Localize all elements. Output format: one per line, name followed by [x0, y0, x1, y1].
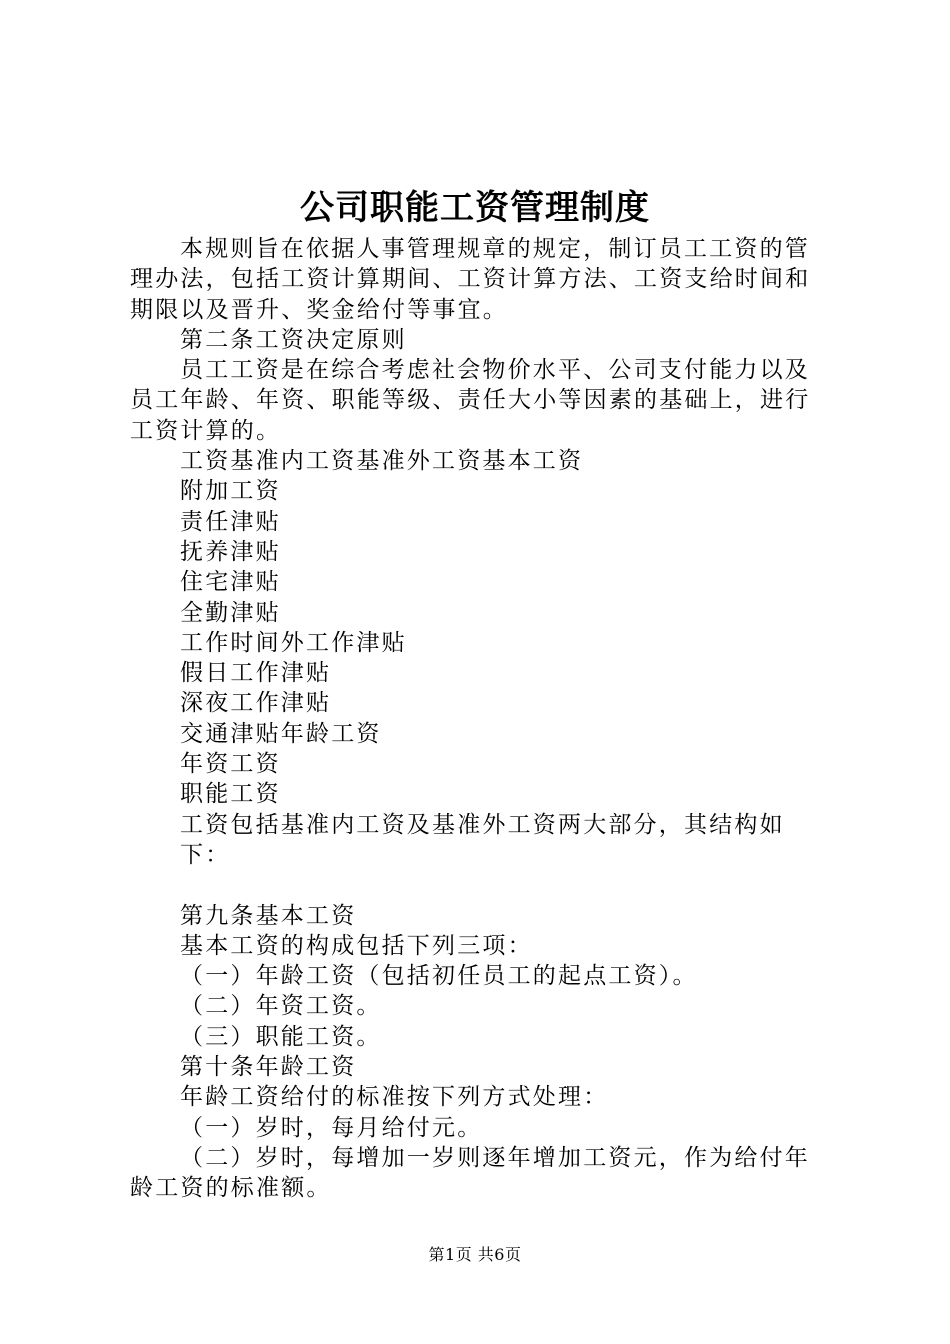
document-body [130, 234, 834, 1204]
list-item: 工资包括基准内工资及基准外工资两大部分，其结构如下： [180, 811, 785, 868]
list-item: 工作时间外工作津贴 [180, 629, 407, 656]
list-item: 深夜工作津贴 [180, 690, 332, 717]
list-item: 基本工资的构成包括下列三项： [180, 932, 533, 959]
document-title: 公司职能工资管理制度 [300, 188, 650, 228]
list-item: 假日工作津贴 [180, 660, 332, 687]
list-item: 附加工资 [180, 478, 281, 505]
paragraph-intro: 本规则旨在依据人事管理规章的规定，制订员工工资的管理办法，包括工资计算期间、工资计算方法、工资支给时间和期限以及晋升、奖金给付等事宜。 [130, 236, 811, 323]
list-item: 交通津贴年龄工资 [180, 720, 382, 747]
list-item: 抚养津贴 [180, 538, 281, 565]
list-item: 第九条基本工资 [180, 902, 357, 929]
list-item: 职能工资 [180, 781, 281, 808]
list-item: 第十条年龄工资 [180, 1054, 357, 1081]
paragraph-article-2: 第二条工资决定原则 [180, 326, 407, 353]
paragraph-age-increment: （二）岁时，每增加一岁则逐年增加工资元，作为给付年龄工资的标准额。 [130, 1144, 810, 1202]
page-number: 第1页 共6页 [428, 1245, 522, 1264]
blank-line [130, 870, 834, 900]
list-item: （二）年资工资。 [180, 993, 382, 1020]
list-item: 全勤津贴 [180, 599, 281, 626]
paragraph-principle: 员工工资是在综合考虑社会物价水平、公司支付能力以及员工年龄、年资、职能等级、责任大小等因素的基础上，进行工资计算的。 [130, 357, 811, 444]
list-item: 年资工资 [180, 751, 281, 778]
paragraph-wage-structure: 工资基准内工资基准外工资基本工资 [180, 448, 584, 475]
list-item: （一）年龄工资（包括初任员工的起点工资）。 [180, 963, 698, 990]
list-item: 责任津贴 [180, 508, 281, 535]
list-item: （一）岁时，每月给付元。 [180, 1114, 483, 1141]
list-item: 住宅津贴 [180, 569, 281, 596]
list-item: （三）职能工资。 [180, 1023, 382, 1050]
list-item: 年龄工资给付的标准按下列方式处理： [180, 1084, 609, 1111]
